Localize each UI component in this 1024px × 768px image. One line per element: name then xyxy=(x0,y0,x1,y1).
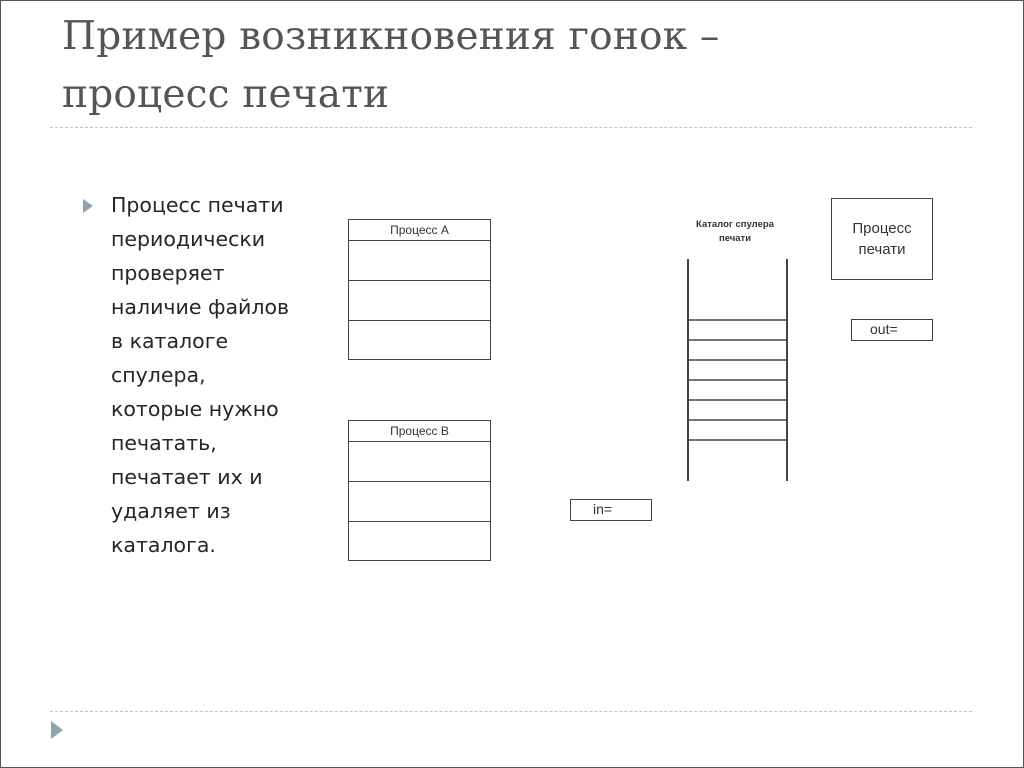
bullet-line: Процесс печати xyxy=(111,193,284,217)
bullet-triangle-icon xyxy=(82,198,94,214)
spooler-caption-line-2: печати xyxy=(718,233,752,244)
spooler-caption xyxy=(672,218,798,246)
slide-title-line-2: процесс печати xyxy=(62,72,390,117)
process-a-row xyxy=(349,281,490,321)
process-a-row xyxy=(349,321,490,361)
slide-title-line-1: Пример возникновения гонок – xyxy=(62,14,720,59)
bullet-line: которые нужно xyxy=(111,397,279,421)
process-a-table xyxy=(348,219,491,360)
bullet-line: каталога. xyxy=(111,533,216,557)
bullet-line: спулера, xyxy=(111,363,206,387)
out-register: out= xyxy=(851,319,933,341)
process-b-table xyxy=(348,420,491,561)
bullet-line: удаляет из xyxy=(111,499,231,523)
in-register: in= xyxy=(570,499,652,521)
process-a-label: Процесс A xyxy=(349,220,490,241)
spooler-caption-line-1: Каталог спулера xyxy=(696,219,774,230)
bullet-line: наличие файлов xyxy=(111,295,290,319)
slide-title xyxy=(62,8,962,124)
process-b-row xyxy=(349,522,490,562)
slide-nav-triangle-icon[interactable] xyxy=(50,720,64,740)
bullet-line: печатать, xyxy=(111,431,217,455)
bullet-paragraph xyxy=(111,188,331,562)
process-a-row xyxy=(349,241,490,281)
bullet-line: в каталоге xyxy=(111,329,229,353)
process-b-row xyxy=(349,482,490,522)
spooler-directory xyxy=(686,259,790,483)
title-divider xyxy=(50,127,972,128)
printer-process-line-2: печати xyxy=(858,241,906,258)
process-b-label: Процесс B xyxy=(349,421,490,442)
process-b-row xyxy=(349,442,490,482)
footer-divider xyxy=(50,711,972,712)
printer-process-box xyxy=(831,198,933,280)
printer-process-line-1: Процесс xyxy=(852,220,912,237)
bullet-line: периодически xyxy=(111,227,266,251)
bullet-line: печатает их и xyxy=(111,465,263,489)
bullet-line: проверяет xyxy=(111,261,225,285)
